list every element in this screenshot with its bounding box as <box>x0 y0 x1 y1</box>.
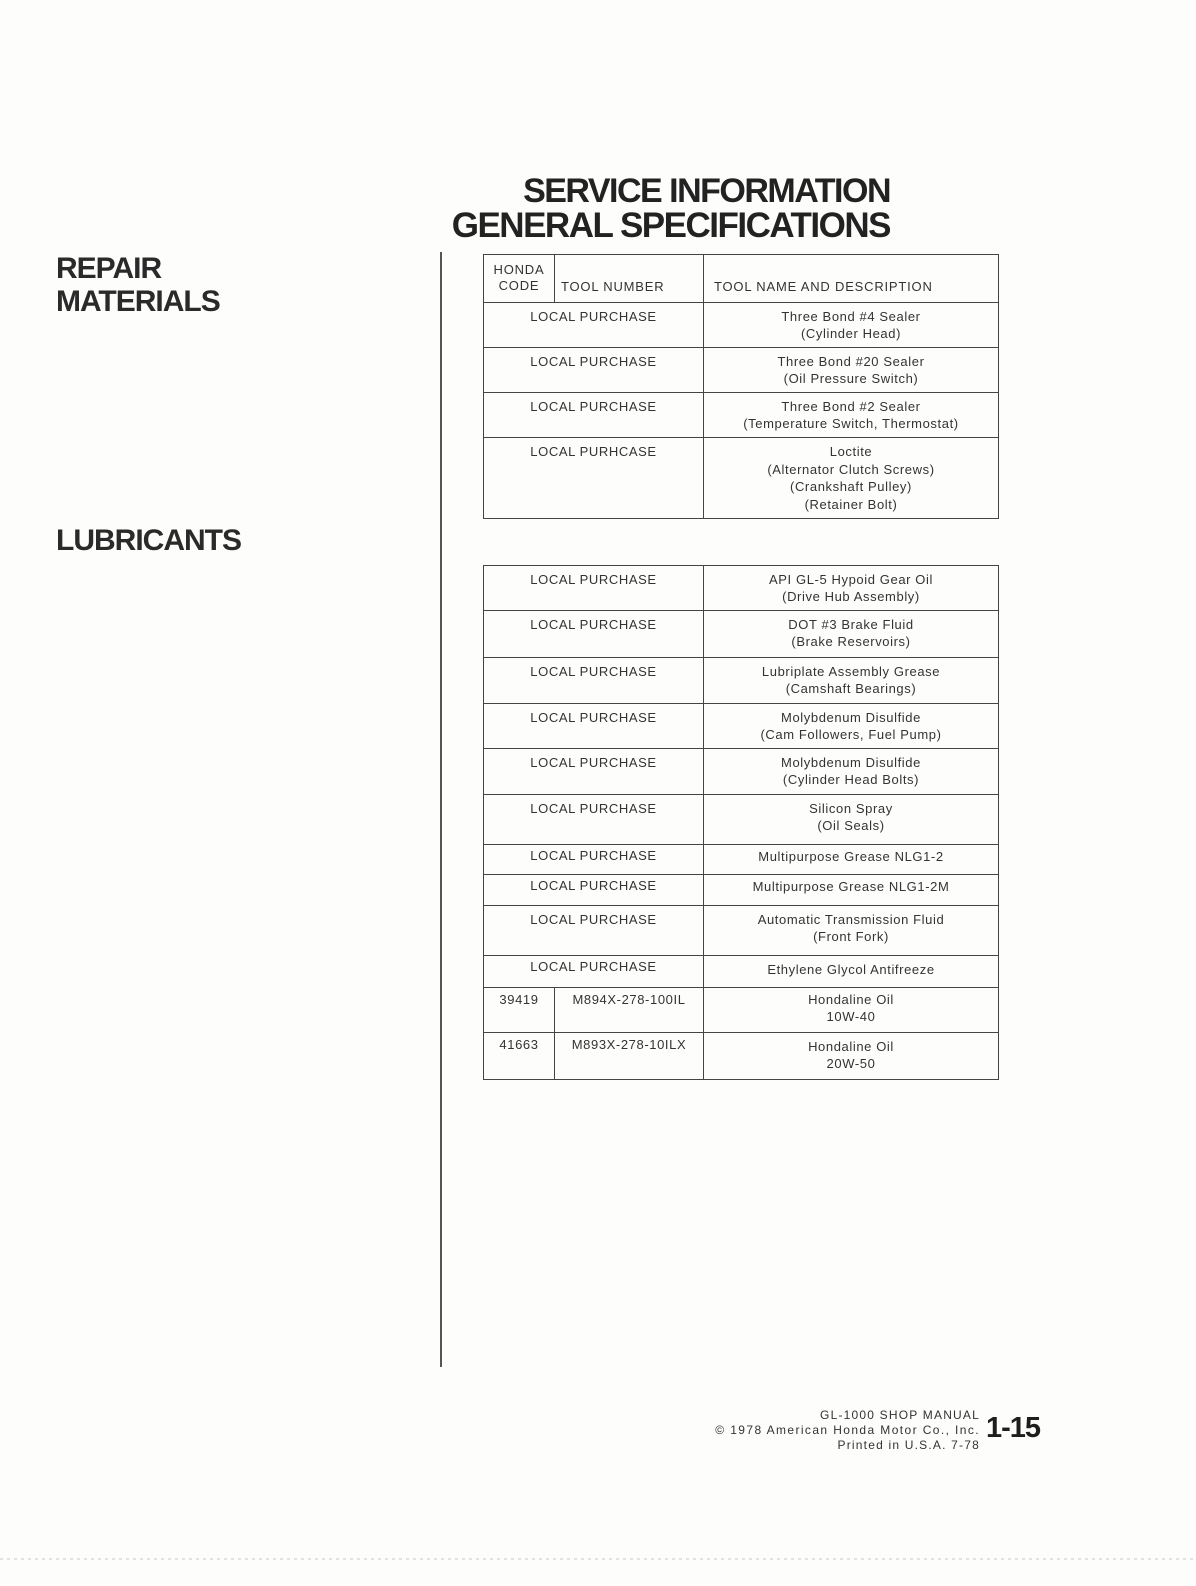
source-cell: LOCAL PURCHASE <box>484 956 704 988</box>
description-line: 10W-40 <box>826 1009 876 1024</box>
source-cell: LOCAL PURCHASE <box>484 749 704 795</box>
section-heading-lubricants: LUBRICANTS <box>56 524 241 557</box>
source-cell: LOCAL PURCHASE <box>484 658 704 704</box>
table-row <box>484 1033 999 1080</box>
description-line: (Front Fork) <box>813 929 889 944</box>
source-cell: LOCAL PURCHASE <box>484 795 704 845</box>
page-title-service-information: SERVICE INFORMATION <box>523 172 890 210</box>
section-heading-repair-line-2: MATERIALS <box>56 285 220 318</box>
description-line: Lubriplate Assembly Grease <box>761 664 941 679</box>
table-row <box>484 611 999 658</box>
description-cell <box>704 988 999 1033</box>
table-row <box>484 875 999 906</box>
tool-number-cell: M893X-278-10ILX <box>555 1033 704 1080</box>
honda-code-cell: 41663 <box>484 1033 555 1080</box>
description-line: Silicon Spray <box>809 801 893 816</box>
vertical-divider <box>440 252 442 1367</box>
source-cell: LOCAL PURCHASE <box>484 704 704 749</box>
description-line: Multipurpose Grease NLG1-2 <box>758 849 944 864</box>
description-cell <box>704 566 999 611</box>
description-line: DOT #3 Brake Fluid <box>788 617 914 632</box>
table-row <box>484 438 999 519</box>
description-line: (Camshaft Bearings) <box>785 681 917 696</box>
description-line: Three Bond #2 Sealer <box>781 399 921 414</box>
description-line: Three Bond #20 Sealer <box>777 354 925 369</box>
description-line: Three Bond #4 Sealer <box>781 309 921 324</box>
description-line: Automatic Transmission Fluid <box>757 912 945 927</box>
header-honda-code <box>484 255 555 303</box>
description-line: (Alternator Clutch Screws) <box>767 461 935 477</box>
description-line: API GL-5 Hypoid Gear Oil <box>769 572 933 587</box>
description-cell <box>704 795 999 845</box>
table-row <box>484 393 999 438</box>
header-tool-number: TOOL NUMBER <box>555 255 704 303</box>
description-line: 20W-50 <box>826 1056 876 1071</box>
page-title-general-specifications: GENERAL SPECIFICATIONS <box>451 206 890 245</box>
description-cell <box>704 875 999 906</box>
description-line: (Brake Reservoirs) <box>791 634 911 649</box>
table-row <box>484 704 999 749</box>
source-cell: LOCAL PURCHASE <box>484 303 704 348</box>
description-cell <box>704 956 999 988</box>
tool-number-cell: M894X-278-100IL <box>555 988 704 1033</box>
description-line: (Crankshaft Pulley) <box>790 479 912 494</box>
footer-copyright: © 1978 American Honda Motor Co., Inc. <box>715 1423 980 1437</box>
table-row <box>484 658 999 704</box>
table-row <box>484 795 999 845</box>
description-cell <box>704 1033 999 1080</box>
description-line: (Temperature Switch, Thermostat) <box>743 416 959 431</box>
lubricants-table <box>483 565 999 1080</box>
description-cell <box>704 438 999 519</box>
description-cell <box>704 658 999 704</box>
source-cell: LOCAL PURCHASE <box>484 611 704 658</box>
table-row <box>484 956 999 988</box>
table-row <box>484 845 999 875</box>
section-heading-repair-line-1: REPAIR <box>56 252 162 285</box>
header-tool-name: TOOL NAME AND DESCRIPTION <box>704 255 999 303</box>
footer-printed: Printed in U.S.A. 7-78 <box>837 1438 980 1452</box>
table-row <box>484 566 999 611</box>
description-line: Molybdenum Disulfide <box>781 755 921 770</box>
scan-edge-artifact <box>0 1558 1196 1560</box>
source-cell: LOCAL PURCHASE <box>484 845 704 875</box>
description-cell <box>704 611 999 658</box>
description-line: Molybdenum Disulfide <box>781 710 921 725</box>
description-cell <box>704 704 999 749</box>
header-honda-code-line-2: CODE <box>498 278 540 293</box>
table-row <box>484 303 999 348</box>
honda-code-cell: 39419 <box>484 988 555 1033</box>
description-cell <box>704 845 999 875</box>
section-heading-repair-materials <box>56 252 220 318</box>
table-row <box>484 906 999 956</box>
description-line: Ethylene Glycol Antifreeze <box>767 962 935 977</box>
description-line: (Retainer Bolt) <box>804 496 898 512</box>
description-cell <box>704 906 999 956</box>
description-cell <box>704 303 999 348</box>
description-line: (Cam Followers, Fuel Pump) <box>760 727 942 742</box>
source-cell: LOCAL PURCHASE <box>484 875 704 906</box>
table-row <box>484 988 999 1033</box>
page-number: 1-15 <box>986 1412 1041 1444</box>
source-cell: LOCAL PURHCASE <box>484 438 704 519</box>
source-cell: LOCAL PURCHASE <box>484 566 704 611</box>
description-line: (Oil Seals) <box>817 818 885 833</box>
footer-manual-name: GL-1000 SHOP MANUAL <box>820 1408 980 1422</box>
header-honda-code-line-1: HONDA <box>493 262 545 277</box>
table-row <box>484 749 999 795</box>
description-cell <box>704 348 999 393</box>
source-cell: LOCAL PURCHASE <box>484 906 704 956</box>
table-header-row <box>484 255 999 303</box>
repair-materials-table <box>483 254 999 519</box>
description-line: Hondaline Oil <box>808 1039 894 1054</box>
footer <box>660 1408 980 1453</box>
description-cell <box>704 393 999 438</box>
description-line: Hondaline Oil <box>808 992 894 1007</box>
description-line: Multipurpose Grease NLG1-2M <box>752 879 950 894</box>
description-line: (Oil Pressure Switch) <box>783 371 919 386</box>
source-cell: LOCAL PURCHASE <box>484 393 704 438</box>
description-cell <box>704 749 999 795</box>
description-line: (Drive Hub Assembly) <box>782 589 920 604</box>
description-line: Loctite <box>829 444 873 459</box>
description-line: (Cylinder Head Bolts) <box>782 772 920 787</box>
source-cell: LOCAL PURCHASE <box>484 348 704 393</box>
table-row <box>484 348 999 393</box>
description-line: (Cylinder Head) <box>800 326 902 341</box>
